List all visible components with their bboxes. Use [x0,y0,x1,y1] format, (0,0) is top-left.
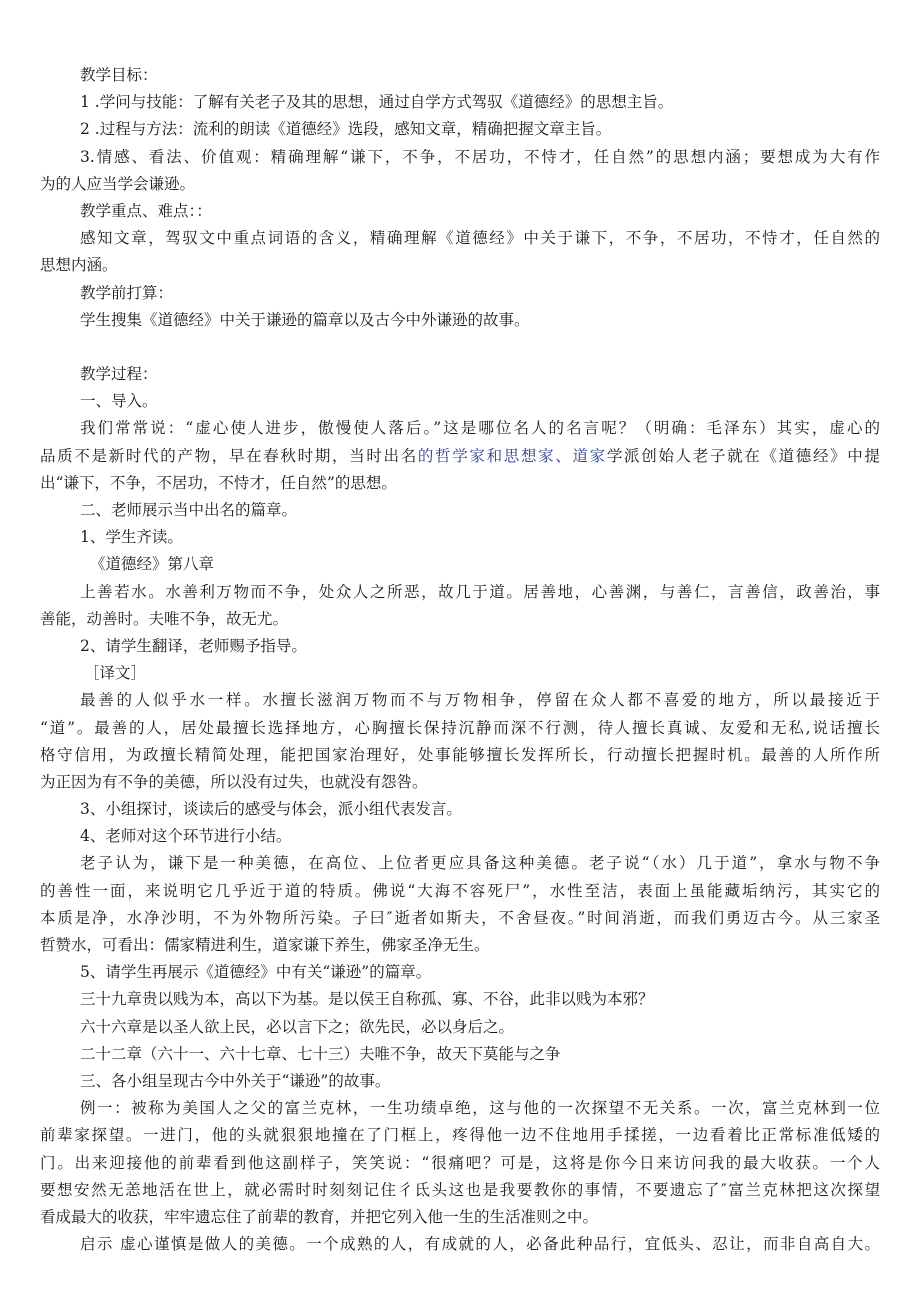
objective-1: 1 .学问与技能：了解有关老子及其的思想，通过自学方式驾驭《道德经》的思想主旨。 [80,93,674,112]
prep-text: 学生搜集《道德经》中关于谦逊的篇章以及古今中外谦逊的故事。 [80,310,530,329]
keypoints-line-1: 感知文章，驾驭文中重点词语的含义，精确理解《道德经》中关于谦下，不争，不居功，不恃才，任自然的 [80,229,880,248]
step-1: 1、学生齐读。 [80,528,183,547]
translation-line-3: 格守信用，为政擅长精简处理，能把国家治理好，处事能够擅长发挥所长，行动擅长把握时机。最善的人所作所 [40,745,880,764]
story-line-4: 要想安然无恙地活在世上，就必需时时刻刻记住彳氐头这也是我要教你的事情，不要遗忘了″富兰克林把这次探望 [40,1180,880,1199]
translation-line-1: 最善的人似乎水一样。水擅长滋润万物而不与万物相争，停留在众人都不喜爱的地方，所以最接近于 [80,691,880,710]
chapter8-line-1: 上善若水。水善利万物而不争，处众人之所恶，故几于道。居善地，心善渊，与善仁，言善信，政善治，事 [80,582,880,601]
objective-2: 2 .过程与方法：流利的朗读《道德经》选段，感知文章，精确把握文章主旨。 [80,120,612,139]
stories-heading: 三、各小组呈现古今中外关于“谦逊”的故事。 [80,1071,391,1090]
translation-line-2: “道”。最善的人，居处最擅长选择地方，心胸擅长保持沉静而深不行测，待人擅长真诚、友爱和无私,说话擅长 [40,718,880,737]
story-line-5: 看成最大的收获，牢牢遗忘住了前辈的教育，并把它列入他一生的生活准则之中。 [40,1207,599,1226]
chapter-39: 三十九章贵以贱为本，高以下为基。是以侯王自称孤、寡、不谷，此非以贱为本邪？ [80,990,654,1009]
story-line-3: 门。出来迎接他的前辈看到他这副样子，笑笑说：“很痛吧？可是，这将是你今日来访问我的最大收获。一个人 [40,1153,880,1172]
show-heading: 二、老师展示当中出名的篇章。 [80,501,298,519]
translation-line-4: 为正因为有不争的美德，所以没有过失，也就没有怨咎。 [40,772,428,791]
step-2: 2、请学生翻译，老师赐予指导。 [80,636,307,655]
step-4: 4、老师对这个环节进行小结。 [80,827,292,846]
intro-line-3: 出“谦下，不争，不居功，不恃才，任自然”的思想。 [40,473,397,492]
blank-line [80,334,880,361]
objective-3-line-1: 3.情感、看法、价值观：精确理解“谦下，不争，不居功，不恃才，任自然”的思想内涵；要想成为大有作 [80,147,880,166]
prep-heading: 教学前打算： [80,283,174,302]
summary-line-4: 哲赞水，可看出：儒家精进利生，道家谦下养生，佛家圣净无生。 [40,936,490,954]
story-line-2: 前辈家探望。一进门，他的头就狠狠地撞在了门框上，疼得他一边不住地用手揉搓，一边看着比正常标准低矮的 [40,1126,880,1145]
process-heading: 教学过程： [80,365,158,384]
keypoints-line-2: 思想内涵。 [40,256,118,275]
chapter8-line-2: 善能，动善时。夫唯不争，故无尤。 [40,609,289,628]
summary-line-3: 本质是净，水净沙明，不为外物所污染。子曰″逝者如斯夫，不舍昼夜。”时间消逝，而我们勇迈古今。从三家圣 [40,908,880,927]
intro-heading: 一、导入。 [80,392,158,411]
summary-line-1: 老子认为，谦下是一种美德，在高位、上位者更应具备这种美德。老子说“（水）几于道”，拿水与物不争 [80,854,880,873]
philosopher-link[interactable]: 的哲学家和思想家、道家 [417,446,607,465]
insight-line: 启示 虚心谨慎是做人的美德。一个成熟的人，有成就的人，必备此种品行，宜低头、忍让，而非自高自大。 [80,1235,880,1254]
step-5: 5、请学生再展示《道德经》中有关“谦逊”的篇章。 [80,963,432,982]
step-3: 3、小组探讨，谈读后的感受与体会，派小组代表发言。 [80,800,462,819]
chapter8-title: 《道德经》第八章 [90,555,215,574]
intro-line-2-start: 品质不是新时代的产物，早在春秋时期，当时出名 [40,446,418,465]
intro-line-1: 我们常常说：“虚心使人进步，傲慢使人落后。”这是哪位名人的名言呢？（明确：毛泽东）其实，虚心的 [80,419,880,438]
chapter-66: 六十六章是以圣人欲上民，必以言下之；欲先民，必以身后之。 [80,1017,515,1036]
chapter-22: 二十二章（六十一、六十七章、七十三）夫唯不争，故天下莫能与之争 [80,1044,561,1063]
story-line-1: 例一：被称为美国人之父的富兰克林，一生功绩卓绝，这与他的一次探望不无关系。一次，富兰克林到一位 [80,1099,880,1118]
intro-line-2 [40,443,880,470]
intro-line-2-end: 学派创始人老子就在《道德经》中提 [606,446,880,465]
objectives-heading: 教学目标： [80,66,158,84]
summary-line-2: 的善性一面，来说明它几乎近于道的特质。佛说“大海不容死尸”，水性至洁，表面上虽能藏垢纳污，其实它的 [40,881,880,900]
objective-3-line-2: 为的人应当学会谦逊。 [40,174,196,193]
translation-label: ［译文］ [84,664,147,683]
keypoints-heading: 教学重点、难点：： [80,201,212,220]
